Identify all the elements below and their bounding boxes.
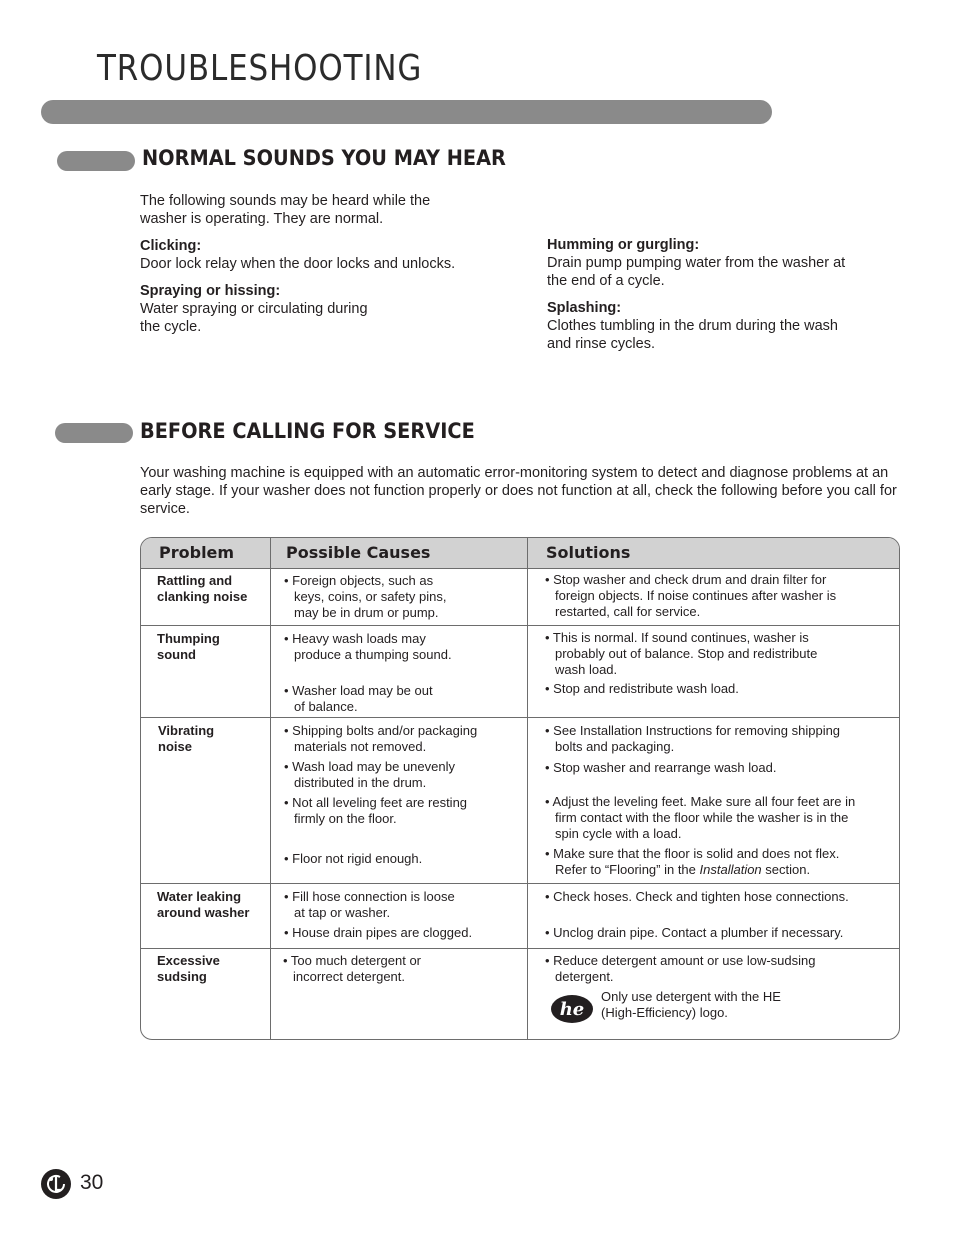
sound-name: Splashing: — [547, 300, 622, 316]
column-header-causes: Possible Causes — [286, 543, 431, 562]
sound-name: Spraying or hissing: — [140, 283, 281, 299]
table-header — [141, 538, 899, 569]
sound-name: Clicking: — [140, 238, 202, 254]
sound-desc: Water spraying or circulating during the cycle. — [140, 301, 368, 335]
solution-item: • See Installation Instructions for removing shipping bolts and packaging. — [545, 723, 841, 754]
problem-cell: Vibrating noise — [158, 723, 215, 754]
page-title: TROUBLESHOOTING — [97, 48, 423, 89]
sound-name: Humming or gurgling: — [547, 237, 700, 253]
problem-cell: Rattling and clanking noise — [157, 573, 248, 604]
problem-cell: Water leaking around washer — [157, 889, 250, 920]
solution-item: • Make sure that the floor is solid and does not flex. Refer to “Flooring” in the Installation section. — [545, 846, 840, 877]
cause-item: • Not all leveling feet are resting firmly on the floor. — [284, 795, 468, 826]
cause-item: • Shipping bolts and/or packaging materials not removed. — [284, 723, 478, 754]
row-divider — [141, 717, 899, 718]
sound-desc: Drain pump pumping water from the washer at the end of a cycle. — [547, 255, 846, 289]
troubleshooting-table — [140, 537, 900, 1040]
solution-item: • Adjust the leveling feet. Make sure all four feet are in firm contact with the floor while the washer is in the spin cycle with a load. — [545, 794, 856, 841]
solution-item: • Unclog drain pipe. Contact a plumber if necessary. — [545, 925, 844, 940]
cause-item: • House drain pipes are clogged. — [284, 925, 473, 940]
lg-logo-icon — [40, 1168, 72, 1200]
cause-item: • Fill hose connection is loose at tap or washer. — [284, 889, 455, 920]
section-pill — [55, 423, 133, 443]
before-service-intro: Your washing machine is equipped with an automatic error-monitoring system to detect and diagnose problems at an early stage. If your washer does not function properly or does not function at all, check the following before you call for service. — [140, 465, 897, 517]
he-logo-icon — [550, 994, 594, 1024]
sound-item — [140, 237, 455, 273]
normal-sounds-intro: The following sounds may be heard while the washer is operating. They are normal. — [140, 193, 431, 227]
solution-item: • Reduce detergent amount or use low-sudsing detergent. — [545, 953, 816, 984]
he-note: Only use detergent with the HE (High-Efficiency) logo. — [601, 989, 781, 1020]
cause-item: • Wash load may be unevenly distributed in the drum. — [284, 759, 455, 790]
row-divider — [141, 883, 899, 884]
cause-item: • Foreign objects, such as keys, coins, or safety pins, may be in drum or pump. — [284, 573, 447, 620]
sound-item — [547, 299, 838, 353]
sound-item — [140, 282, 368, 336]
cause-item: • Heavy wash loads may produce a thumping sound. — [284, 631, 452, 662]
section-pill — [57, 151, 135, 171]
sound-item — [547, 236, 845, 290]
sound-desc: Clothes tumbling in the drum during the wash and rinse cycles. — [547, 318, 838, 352]
before-service-title: BEFORE CALLING FOR SERVICE — [140, 419, 475, 443]
page-number: 30 — [80, 1171, 104, 1194]
he-logo-text: he — [559, 999, 585, 1020]
sound-desc: Door lock relay when the door locks and unlocks. — [140, 256, 456, 272]
column-header-problem: Problem — [159, 543, 235, 562]
normal-sounds-title: NORMAL SOUNDS YOU MAY HEAR — [142, 146, 506, 170]
solution-item: • Check hoses. Check and tighten hose connections. — [545, 889, 849, 904]
column-divider — [270, 538, 271, 1039]
solution-item: • Stop washer and check drum and drain filter for foreign objects. If noise continues after washer is restarted, call for service. — [545, 572, 837, 619]
solution-item: • Stop and redistribute wash load. — [545, 681, 739, 696]
cause-item: • Floor not rigid enough. — [284, 851, 423, 866]
row-divider — [141, 948, 899, 949]
problem-cell: Thumping sound — [157, 631, 220, 662]
row-divider — [141, 625, 899, 626]
column-divider — [527, 538, 528, 1039]
solution-item: • Stop washer and rearrange wash load. — [545, 760, 777, 775]
title-bar — [41, 100, 772, 124]
solution-item: • This is normal. If sound continues, washer is probably out of balance. Stop and redistribute wash load. — [545, 630, 818, 677]
cause-item: • Too much detergent or incorrect detergent. — [283, 953, 422, 984]
column-header-solutions: Solutions — [546, 543, 631, 562]
cause-item: • Washer load may be out of balance. — [284, 683, 433, 714]
problem-cell: Excessive sudsing — [157, 953, 220, 984]
